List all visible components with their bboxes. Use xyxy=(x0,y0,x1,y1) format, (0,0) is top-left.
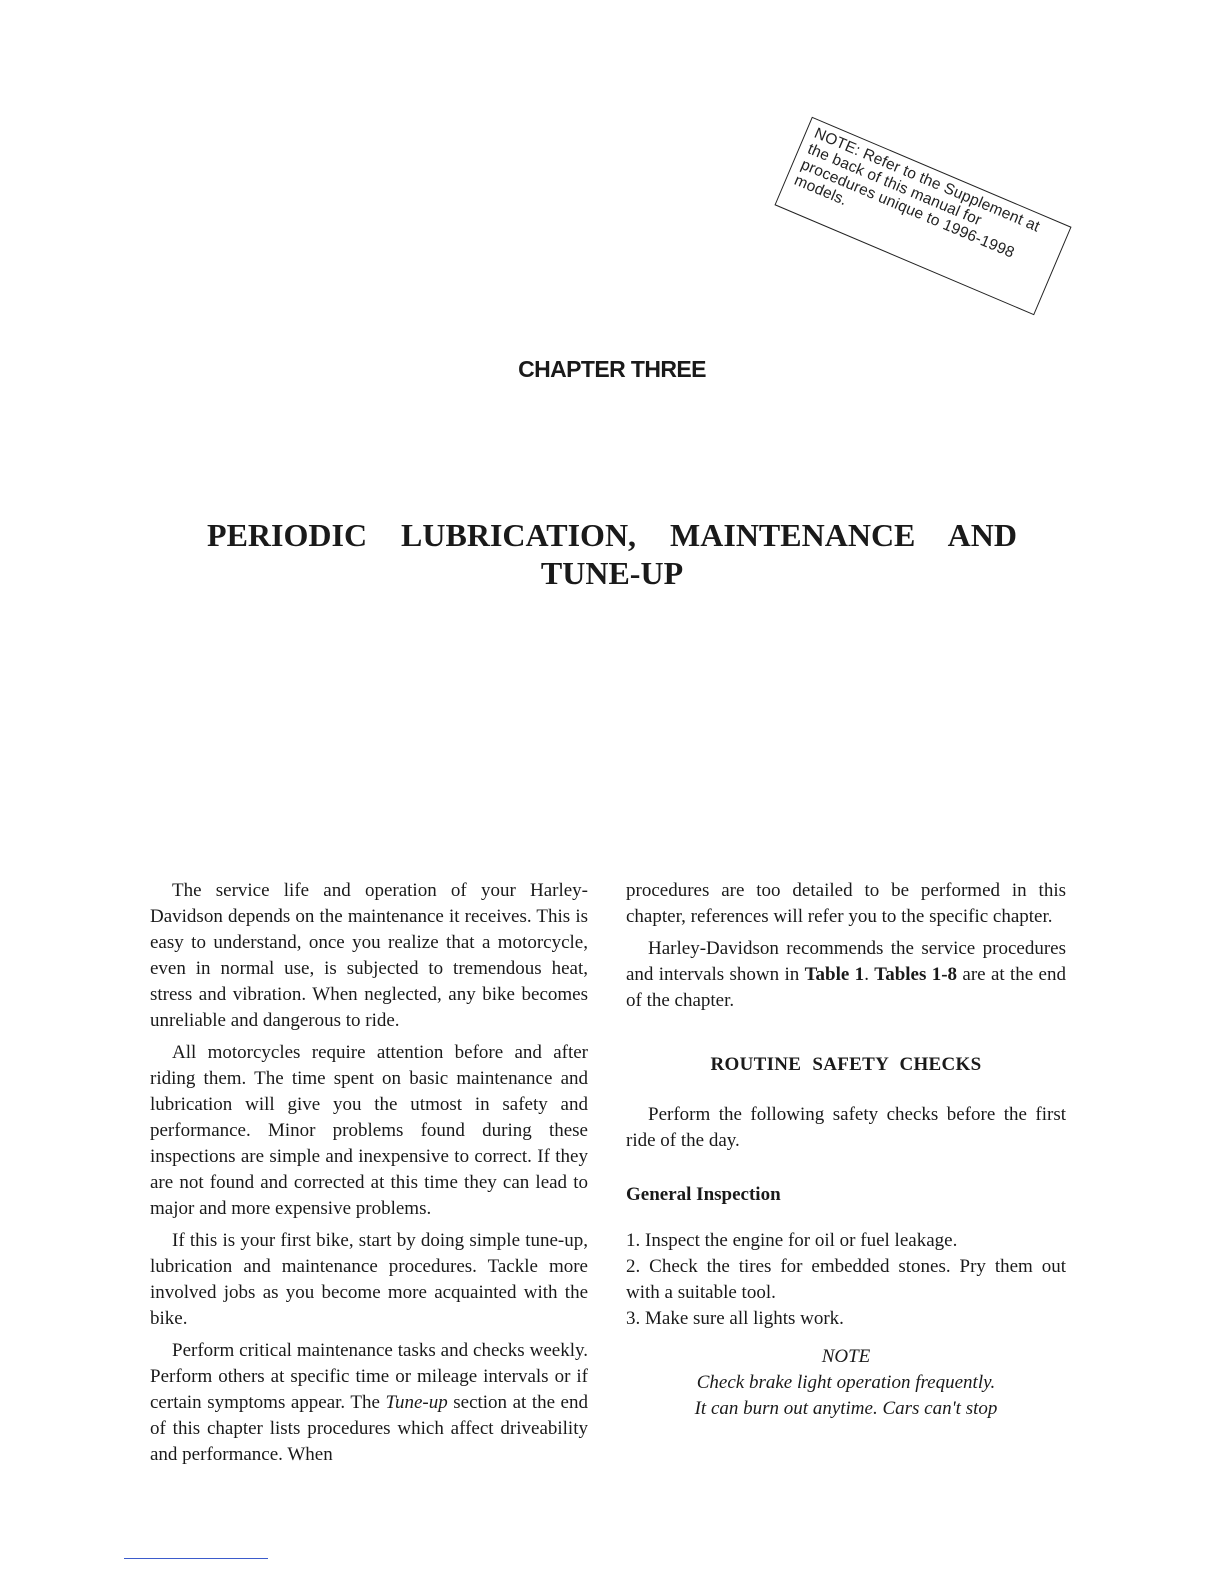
stamp-text: NOTE: Refer to the Supplement at the back of this manual for procedures unique to 1996-1998 models. xyxy=(791,124,1043,262)
paragraph: procedures are too detailed to be performed in this chapter, references will refer you to the specific chapter. xyxy=(626,880,1066,927)
right-column xyxy=(626,878,1066,1422)
paragraph: If this is your first bike, start by doing simple tune-up, lubrication and maintenance procedures. Tackle more involved jobs as you become more acquainted with the bike. xyxy=(150,1230,588,1329)
tables-reference: Tables 1-8 xyxy=(874,964,958,985)
list-item: 3. Make sure all lights work. xyxy=(626,1308,844,1329)
note-line: Check brake light operation frequently. xyxy=(696,1372,996,1393)
paragraph: Perform the following safety checks before the first ride of the day. xyxy=(626,1104,1066,1151)
footnote-rule xyxy=(124,1558,268,1559)
chapter-label: CHAPTER THREE xyxy=(518,356,706,382)
note-line: It can burn out anytime. Cars can't stop xyxy=(694,1398,998,1419)
table-reference: Table 1 xyxy=(804,964,865,985)
paragraph: Perform critical maintenance tasks and checks weekly. Perform others at specific time or mileage intervals or if certain symptoms appear. The Tune-up section at the end of this chapter lists procedures which affect driveability and performance. When xyxy=(150,1340,588,1465)
chapter-title: PERIODIC LUBRICATION, MAINTENANCE AND TUNE-UP xyxy=(207,517,1017,591)
paragraph: Harley-Davidson recommends the service procedures and intervals shown in Table 1. Tables 1-8 are at the end of the chapter. xyxy=(626,938,1066,1011)
list-item: 1. Inspect the engine for oil or fuel leakage. xyxy=(626,1230,958,1251)
paragraph: All motorcycles require attention before and after riding them. The time spent on basic maintenance and lubrication will give you the utmost in safety and performance. Minor problems found during these inspections are simple and inexpensive to correct. If they are not found and corrected at this time they can lead to major and more expensive problems. xyxy=(150,1042,588,1219)
paragraph: The service life and operation of your Harley-Davidson depends on the maintenance it receives. This is easy to understand, once you realize that a motorcycle, even in normal use, is subjected to tremendous heat, stress and vibration. When neglected, any bike becomes unreliable and dangerous to ride. xyxy=(150,880,588,1031)
tune-up-reference: Tune-up xyxy=(385,1392,448,1413)
note-label: NOTE xyxy=(821,1346,871,1367)
left-column xyxy=(150,878,588,1474)
supplement-note-stamp xyxy=(774,117,1071,316)
section-heading: ROUTINE SAFETY CHECKS xyxy=(710,1054,982,1075)
subsection-heading: General Inspection xyxy=(626,1184,781,1205)
list-item: 2. Check the tires for embedded stones. Pry them out with a suitable tool. xyxy=(626,1256,1066,1303)
